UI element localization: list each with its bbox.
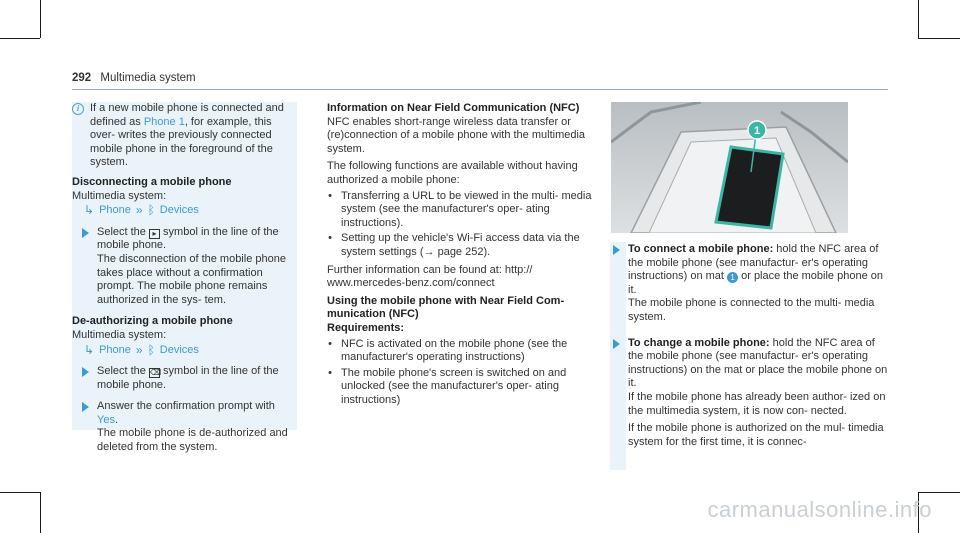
bluetooth-icon: ᛒ	[147, 342, 155, 357]
bullet-icon: •	[328, 232, 332, 245]
bluetooth-icon: ᛒ	[147, 203, 155, 218]
step-arrow-icon	[613, 245, 620, 255]
path-arrow-icon: ↳	[84, 342, 95, 357]
step-text	[97, 400, 291, 427]
step-arrow-icon	[82, 228, 89, 238]
step-detail: The disconnection of the mobile phone takes place without a confirmation prompt. The mobile phone remains authorized in the sys- tem.	[97, 252, 286, 306]
step-text-post: .	[114, 413, 119, 426]
crop-mark	[918, 0, 919, 38]
path-phone[interactable]: Phone	[99, 343, 131, 356]
header-rule	[72, 89, 888, 90]
step-change	[613, 337, 888, 450]
nfc-intro: NFC enables short-range wireless data transfer or (re)connection of a mobile phone with the multimedia system.	[327, 115, 586, 155]
list-item	[327, 190, 595, 231]
center-console-image	[611, 102, 848, 233]
list-item-text: Transferring a URL to be viewed in the multi- media system (see the manufacturer's oper- ating instructions).	[341, 189, 592, 229]
disconnect-heading: Disconnecting a mobile phone	[72, 175, 232, 188]
list-item	[327, 367, 595, 408]
note-text-post: , for example, this over- writes the previously connected mobile phone in the foreground of the system.	[90, 115, 273, 169]
list-item-text: The mobile phone's screen is switched on and unlocked (see the manufacturer's oper- ating instructions)	[341, 366, 567, 406]
bullet-icon: •	[328, 366, 332, 379]
menu-path	[72, 344, 291, 358]
info-icon: i	[72, 103, 84, 115]
step-detail: The mobile phone is de-authorized and deleted from the system.	[97, 427, 288, 454]
disconnect-symbol-icon: ▸	[149, 229, 160, 239]
step-text	[97, 226, 291, 253]
list-item	[327, 338, 595, 365]
nfc-mat-illustration	[611, 102, 848, 233]
column-right	[610, 243, 888, 449]
step-disconnect	[82, 226, 291, 308]
step-text-pre: Select the	[97, 225, 149, 238]
bullet-icon: •	[328, 189, 332, 202]
menu-path	[72, 204, 291, 218]
watermark: carmanualsonline.info	[707, 497, 932, 522]
step-text-post: symbol in the line of the mobile phone.	[97, 225, 279, 252]
double-chevron-icon: »	[135, 203, 143, 218]
using-heading: Using the mobile phone with Near Field Com- munication (NFC)	[327, 294, 565, 321]
nfc-heading: Information on Near Field Communication (NFC)	[327, 102, 580, 114]
functions-intro: The following functions are available without having authorized a mobile phone:	[327, 160, 578, 186]
path-arrow-icon: ↳	[84, 203, 95, 218]
page-number: 292	[72, 72, 92, 84]
step-text-post: hold the NFC area of the mobile phone (see manufactur- er's operating instructions) on the mat or place the mobile phone on it.	[628, 336, 888, 390]
double-chevron-icon: »	[135, 342, 143, 357]
menu-label: Multimedia system:	[72, 328, 167, 341]
page-header	[72, 72, 196, 84]
path-devices[interactable]: Devices	[159, 343, 199, 356]
step-detail: The mobile phone is connected to the multi- media system.	[628, 297, 875, 323]
step-text-post: symbol in the line of the mobile phone.	[97, 365, 279, 391]
step-text	[628, 243, 888, 297]
callout-badge: 1	[727, 272, 738, 283]
step-detail: If the mobile phone is authorized on the mul- timedia system for the first time, it is connec-	[628, 422, 884, 448]
crop-mark	[0, 38, 40, 39]
bullet-icon: •	[328, 337, 332, 350]
step-arrow-icon	[82, 367, 89, 377]
note-text	[90, 102, 291, 170]
further-info: Further information can be found at: http:// www.mercedes-benz.com/connect	[327, 263, 533, 290]
crop-mark	[918, 492, 960, 493]
step-text-post: or place the mobile phone on it.	[628, 270, 883, 296]
step-deauth-confirm	[82, 400, 291, 454]
step-text	[97, 365, 291, 392]
column-middle	[327, 102, 595, 407]
column-left	[72, 102, 297, 455]
phone-link[interactable]: Phone 1	[143, 115, 185, 128]
step-title: To connect a mobile phone:	[628, 243, 774, 255]
step-deauth-select	[82, 365, 291, 392]
crop-mark	[40, 492, 41, 533]
step-arrow-icon	[82, 402, 89, 412]
delete-symbol-icon: ⌫	[149, 368, 162, 378]
list-item-text: NFC is activated on the mobile phone (see the manufacturer's operating instructions)	[341, 337, 568, 364]
list-item	[327, 232, 595, 259]
yes-link[interactable]: Yes	[97, 413, 115, 426]
note-text-pre: If a new mobile phone is connected and defined as	[90, 102, 284, 128]
deauth-heading: De-authorizing a mobile phone	[72, 315, 233, 328]
list-item-text: Setting up the vehicle's Wi-Fi access data via the system settings (→ page 252).	[341, 232, 580, 258]
step-detail: If the mobile phone has already been author- ized on the multimedia system, it is now con- nected.	[628, 390, 886, 417]
step-text-pre: hold the NFC area of the mobile phone (see manufactur- er's operating instructions) on mat	[628, 243, 879, 283]
step-text-pre: Select the	[97, 365, 149, 378]
menu-label: Multimedia system:	[72, 189, 167, 202]
crop-mark	[40, 0, 41, 38]
section-title: Multimedia system	[100, 72, 196, 84]
step-text-pre: Answer the confirmation prompt with	[97, 400, 275, 413]
callout-label: 1	[753, 125, 761, 137]
requirements-heading: Requirements:	[327, 321, 405, 334]
step-connect	[613, 243, 888, 325]
note	[72, 102, 291, 170]
crop-mark	[918, 38, 960, 39]
step-arrow-icon	[613, 339, 620, 349]
path-phone[interactable]: Phone	[99, 204, 131, 217]
path-devices[interactable]: Devices	[159, 204, 199, 217]
step-title: To change a mobile phone:	[628, 336, 770, 349]
crop-mark	[0, 492, 40, 493]
step-text	[628, 337, 888, 391]
